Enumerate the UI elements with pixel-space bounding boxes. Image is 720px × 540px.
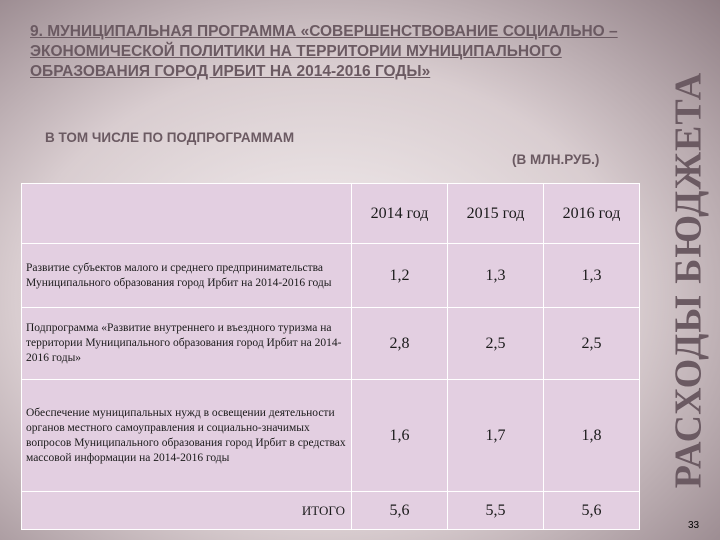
row-name: Обеспечение муниципальных нужд в освещении деятельности органов местного самоуправления и социально-значимых вопросов Муниципального образования город Ирбит в средствах массовой информации на 2014-2016 годы (22, 380, 352, 492)
total-value-2016: 5,6 (544, 492, 640, 530)
row-value-2016: 1,8 (544, 380, 640, 492)
row-value-2015: 2,5 (448, 308, 544, 380)
header-cell-2016: 2016 год (544, 184, 640, 244)
row-value-2015: 1,7 (448, 380, 544, 492)
table-row (22, 308, 640, 380)
side-label-container (660, 40, 716, 520)
table-row (22, 244, 640, 308)
slide-subtitle: В ТОМ ЧИСЛЕ ПО ПОДПРОГРАММАМ (45, 130, 295, 145)
units-label: (В МЛН.РУБ.) (512, 152, 600, 167)
budget-table (21, 183, 640, 530)
row-value-2016: 1,3 (544, 244, 640, 308)
header-cell-2014: 2014 год (352, 184, 448, 244)
row-value-2016: 2,5 (544, 308, 640, 380)
slide-number: 33 (688, 520, 700, 531)
total-value-2014: 5,6 (352, 492, 448, 530)
total-row (22, 492, 640, 530)
row-value-2014: 1,2 (352, 244, 448, 308)
table-row (22, 380, 640, 492)
row-value-2015: 1,3 (448, 244, 544, 308)
row-value-2014: 2,8 (352, 308, 448, 380)
row-value-2014: 1,6 (352, 380, 448, 492)
row-name: Подпрограмма «Развитие внутреннего и въездного туризма на территории Муниципального образования город Ирбит на 2014-2016 годы» (22, 308, 352, 380)
header-cell-2015: 2015 год (448, 184, 544, 244)
side-label: РАСХОДЫ БЮДЖЕТА (667, 71, 710, 489)
total-label: ИТОГО (22, 492, 352, 530)
row-name: Развитие субъектов малого и среднего предпринимательства Муниципального образования город Ирбит на 2014-2016 годы (22, 244, 352, 308)
slide-title: 9. МУНИЦИПАЛЬНАЯ ПРОГРАММА «СОВЕРШЕНСТВОВАНИЕ СОЦИАЛЬНО – ЭКОНОМИЧЕСКОЙ ПОЛИТИКИ НА ТЕРРИТОРИИ МУНИЦИПАЛЬНОГО ОБРАЗОВАНИЯ ГОРОД ИРБИТ НА 2014-2016 ГОДЫ» (30, 23, 618, 80)
table-header-row (22, 184, 640, 244)
header-cell-empty (22, 184, 352, 244)
total-value-2015: 5,5 (448, 492, 544, 530)
